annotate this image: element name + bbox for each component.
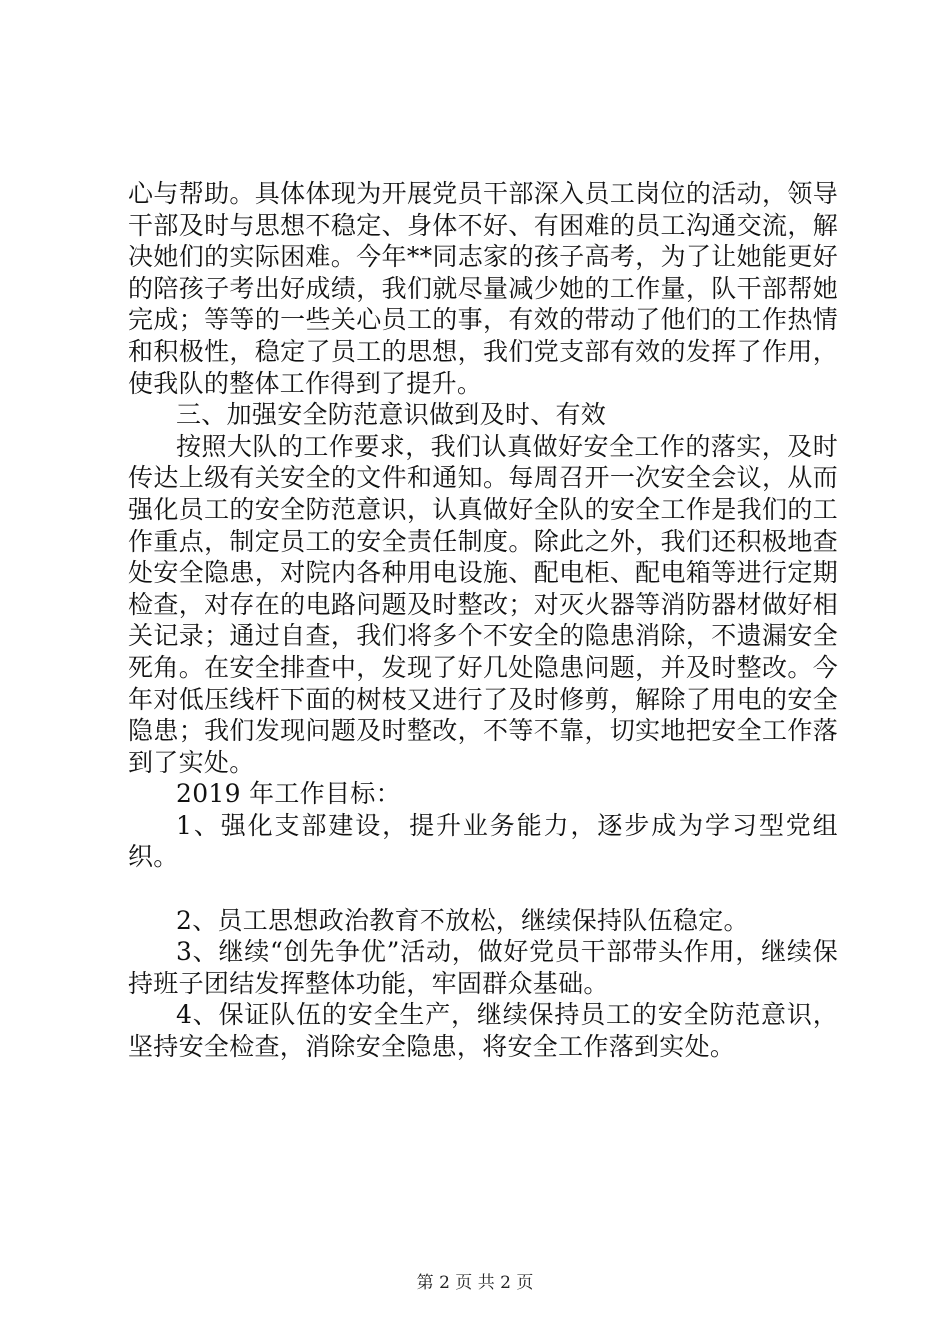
section-heading-safety: 三、加强安全防范意识做到及时、有效: [176, 400, 607, 430]
document-body: [128, 178, 838, 1063]
paragraph-safety-work: 按照大队的工作要求，我们认真做好安全工作的落实，及时传达上级有关安全的文件和通知。每周召开一次安全会议，从而强化员工的安全防范意识，认真做好全队的安全工作是我们的工作重点，制定员工的安全责任制度。除此之外，我们还积极地查处安全隐患，对院内各种用电设施、配电柜、配电箱等进行定期检查，对存在的电路问题及时整改；对灭火器等消防器材做好相关记录；通过自查，我们将多个不安全的隐患消除，不遗漏安全死角。在安全排查中，发现了好几处隐患问题，并及时整改。今年对低压线杆下面的树枝又进行了及时修剪，解除了用电的安全隐患；我们发现问题及时整改，不等不靠，切实地把安全工作落到了实处。: [128, 431, 838, 777]
goal-item-1: 1、强化支部建设，提升业务能力，逐步成为学习型党组织。: [128, 810, 838, 872]
paragraph-continuation: 心与帮助。具体体现为开展党员干部深入员工岗位的活动，领导干部及时与思想不稳定、身体不好、有困难的员工沟通交流，解决她们的实际困难。今年**同志家的孩子高考，为了让她能更好的陪孩子考出好成绩，我们就尽量减少她的工作量，队干部帮她完成；等等的一些关心员工的事，有效的带动了他们的工作热情和积极性，稳定了员工的思想，我们党支部有效的发挥了作用，使我队的整体工作得到了提升。: [128, 179, 838, 398]
blank-line: [128, 873, 838, 905]
goal-item-3: 3、继续“创先争优”活动，做好党员干部带头作用，继续保持班子团结发挥整体功能，牢固群众基础。: [128, 937, 838, 998]
page-footer: 第 2 页 共 2 页: [416, 1273, 534, 1293]
goal-item-2: 2、员工思想政治教育不放松，继续保持队伍稳定。: [176, 905, 749, 935]
goal-item-4: 4、保证队伍的安全生产，继续保持员工的安全防范意识，坚持安全检查，消除安全隐患，将安全工作落到实处。: [128, 1000, 838, 1062]
goals-heading: 2019 年工作目标：: [176, 779, 401, 809]
